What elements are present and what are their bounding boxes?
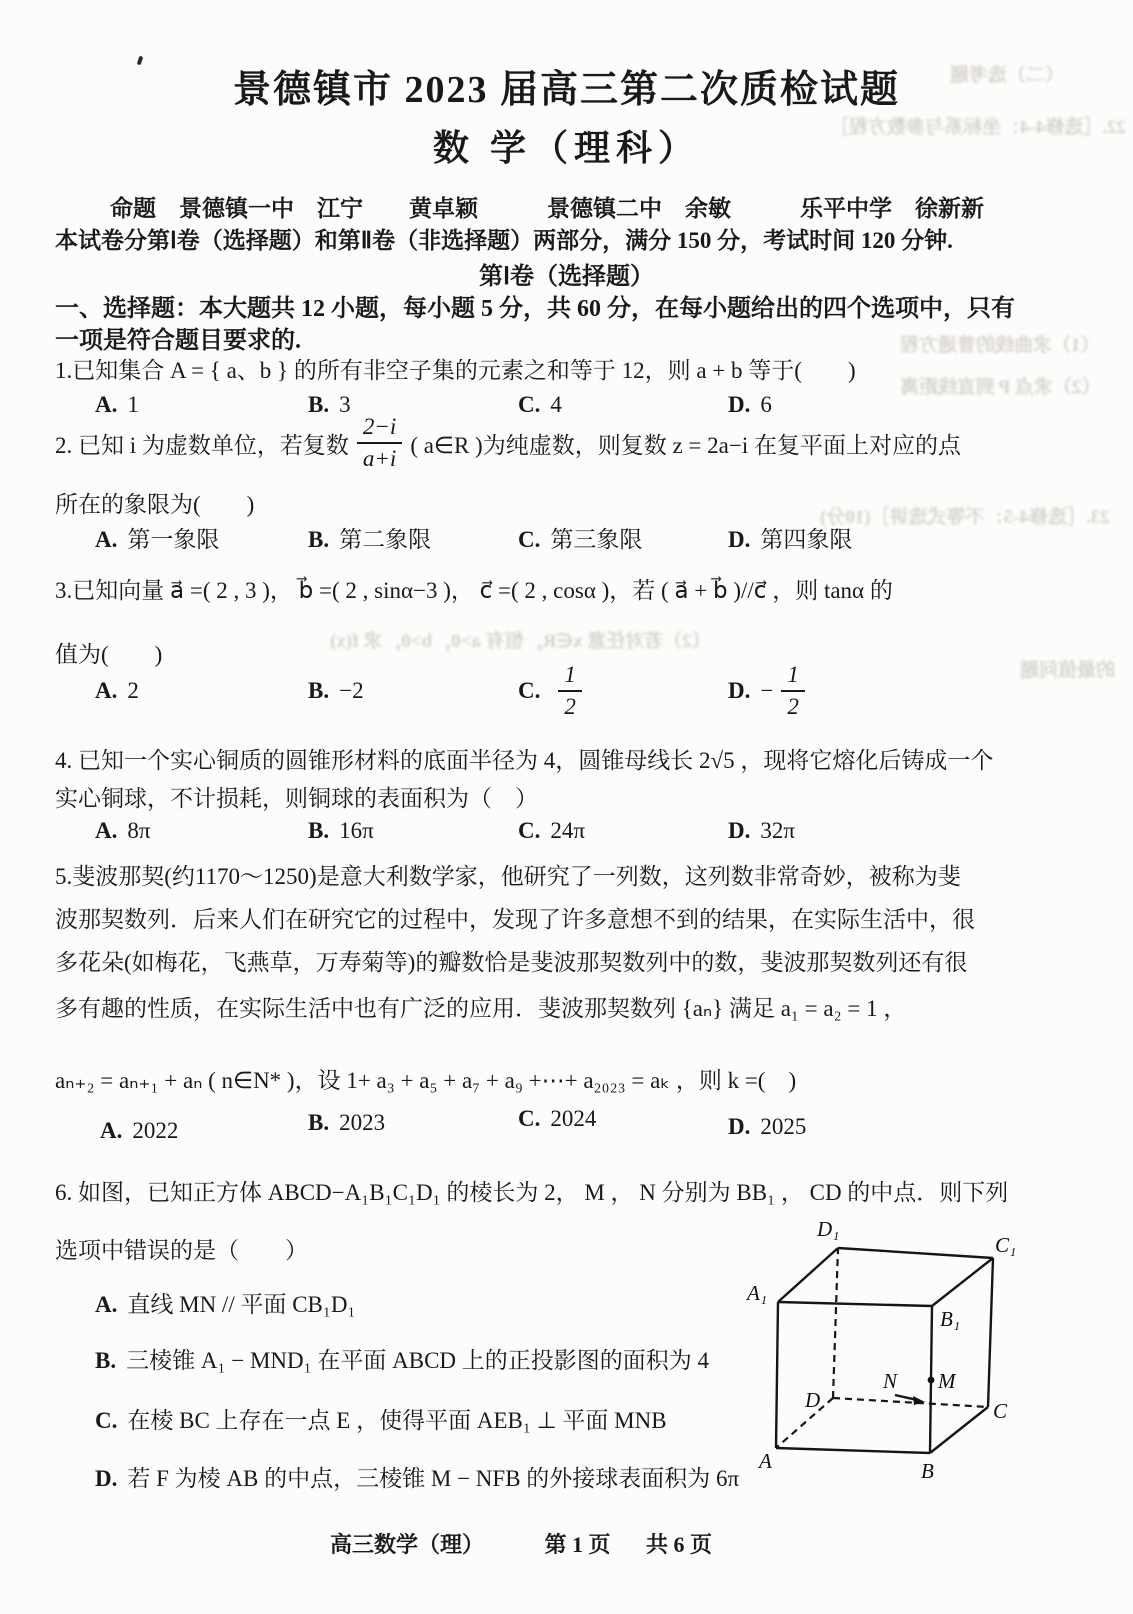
q3-option-d-num: 1 (781, 662, 805, 692)
q5-option-c (518, 1106, 596, 1132)
q2-fraction (357, 414, 402, 473)
question-2-stem-line-2: 所在的象限为( ) (55, 492, 255, 517)
q3-option-a-text: 2 (127, 678, 139, 703)
q6-option-d-label: D. (95, 1466, 118, 1491)
bleed-through-artifact: （2）求点 P 到直线距离 (900, 377, 1101, 398)
q5-option-c-text: 2024 (550, 1106, 597, 1131)
question-3-stem-line-2: 值为( ) (55, 642, 163, 667)
question-6-stem-line-2: 选项中错误的是（ ） (55, 1238, 308, 1263)
vertex-label-b1: B₁ (940, 1307, 961, 1331)
section-title: 第Ⅰ卷（选择题） (478, 264, 655, 290)
q3-option-d-label: D. (728, 678, 751, 704)
q2-option-d-label: D. (728, 527, 751, 552)
q2-option-c-text: 第三象限 (550, 527, 643, 552)
q5-option-b (308, 1110, 385, 1136)
page-subtitle: 数 学（理科） (432, 128, 700, 168)
q4-option-d (728, 818, 795, 844)
q3-option-d-fraction (781, 662, 805, 721)
point-label-m: M (938, 1369, 956, 1393)
vertex-label-b: B (921, 1459, 934, 1483)
q1-option-a-text: 1 (127, 392, 139, 417)
q2-option-c-label: C. (518, 527, 541, 552)
q3-option-d-den: 2 (787, 694, 799, 720)
page-footer (330, 1528, 712, 1559)
q6-option-c-label: C. (95, 1408, 118, 1433)
q5-option-a-label: A. (100, 1118, 123, 1143)
q6-option-c (95, 1402, 667, 1435)
q1-option-b-text: 3 (339, 392, 351, 417)
q1-option-a-label: A. (95, 392, 118, 417)
q4-option-a-text: 8π (127, 818, 151, 843)
question-1-stem: 1.已知集合 A = { a、b } 的所有非空子集的元素之和等于 12，则 a + b 等于( ) (55, 358, 856, 383)
q5-option-b-label: B. (308, 1110, 330, 1135)
q6-option-c-text: 在棱 BC 上存在一点 E ，使得平面 AEB₁ ⊥ 平面 MNB (127, 1408, 667, 1433)
instruction-line-2: 一项是符合题目要求的. (55, 328, 301, 354)
q1-option-b-label: B. (308, 392, 330, 417)
q5-option-b-text: 2023 (339, 1110, 386, 1135)
q4-option-a-label: A. (95, 818, 118, 843)
q3-option-c-label: C. (518, 678, 541, 704)
question-2-stem-line-1 (55, 412, 961, 474)
q4-option-b (308, 818, 374, 844)
q1-option-d-text: 6 (760, 392, 772, 417)
q2-option-b-label: B. (308, 527, 330, 552)
q2-option-a (95, 521, 219, 554)
q1-option-d-label: D. (728, 392, 751, 417)
bleed-through-artifact: 的最值问题 (1020, 660, 1116, 681)
q2-option-b (308, 521, 431, 554)
vertex-label-a1: A₁ (747, 1281, 768, 1305)
question-5-line-1: 5.斐波那契(约1170～1250)是意大利数学家，他研究了一列数，这列数非常奇妙，被称为斐 (55, 864, 961, 889)
q5-option-a-text: 2022 (132, 1118, 179, 1143)
authors-line: 命题 景德镇一中 江宁 黄卓颖 景德镇二中 余敏 乐平中学 徐新新 (110, 196, 984, 221)
bleed-through-artifact: 22.［选修4-4：坐标系与参数方程］ (830, 117, 1127, 138)
q1-option-c-text: 4 (550, 392, 562, 417)
q3-option-c-num: 1 (558, 662, 582, 692)
q1-option-c-label: C. (518, 392, 541, 417)
bleed-through-artifact: （2）若对任意 x∈R，恒有 a>0，b>0，求 f(x) (330, 631, 711, 652)
q3-option-c-den: 2 (564, 694, 576, 720)
q2-option-a-label: A. (95, 527, 118, 552)
q4-option-c-text: 24π (550, 818, 585, 843)
bleed-through-artifact: （1）求曲线的普通方程 (900, 335, 1100, 356)
q4-option-c (518, 818, 585, 844)
cube-diagram (735, 1200, 1035, 1500)
q3-option-a (95, 678, 139, 704)
vertex-label-c1: C₁ (995, 1233, 1017, 1257)
point-m-dot (928, 1377, 935, 1384)
q6-option-d (95, 1460, 739, 1493)
vertex-label-d: D (805, 1388, 821, 1412)
q5-option-d-text: 2025 (760, 1114, 807, 1139)
bleed-through-artifact: 23.［选修4-5：不等式选讲］(10分) (820, 507, 1110, 528)
question-4-stem-line-1: 4. 已知一个实心铜质的圆锥形材料的底面半径为 4，圆锥母线长 2√5 ，现将它熔化后铸成一个 (55, 748, 994, 773)
q3-option-b-label: B. (308, 678, 330, 703)
vertex-label-d1: D₁ (817, 1217, 840, 1241)
footer-page-number: 第 1 页 (544, 1532, 611, 1557)
vertex-label-a: A (759, 1449, 772, 1473)
q4-option-a (95, 818, 151, 844)
q3-option-d (728, 662, 813, 721)
instruction-line-1: 一、选择题：本大题共 12 小题，每小题 5 分，共 60 分，在每小题给出的四个选项中，只有 (55, 296, 1015, 322)
q6-option-a-text: 直线 MN // 平面 CB₁D₁ (127, 1292, 356, 1317)
q4-option-b-label: B. (308, 818, 330, 843)
q4-option-d-text: 32π (760, 818, 795, 843)
q5-option-a (100, 1118, 178, 1144)
q3-option-a-label: A. (95, 678, 118, 703)
q2-fraction-numerator: 2−i (357, 414, 402, 444)
vertex-label-c: C (993, 1399, 1008, 1423)
footer-page-total: 共 6 页 (646, 1532, 713, 1557)
q6-option-b-text: 三棱锥 A₁ − MND₁ 在平面 ABCD 上的正投影图的面积为 4 (126, 1348, 710, 1373)
bleed-through-artifact: （二）选考题 (950, 65, 1065, 86)
q5-option-d (728, 1114, 806, 1140)
q6-cube-figure (735, 1200, 1035, 1505)
question-6-stem-line-1: 6. 如图，已知正方体 ABCD−A₁B₁C₁D₁ 的棱长为 2， M ， N 分别为 BB₁ ， CD 的中点．则下列 (55, 1180, 1009, 1205)
q2-option-b-text: 第二象限 (339, 527, 432, 552)
q2-option-a-text: 第一象限 (127, 527, 220, 552)
q6-option-b-label: B. (95, 1348, 117, 1373)
q2-stem-mid: ( a∈R )为纯虚数，则复数 z = 2a−i 在复平面上对应的点 (410, 432, 961, 458)
question-3-stem-line-1: 3.已知向量 a⃗ =( 2 , 3 )， b⃗ =( 2 , sinα−3 )， c⃗ =( 2 , cosα )，若 ( a⃗ + b⃗ )//c⃗ ，则 tanα 的 (55, 578, 893, 603)
q3-option-b (308, 678, 364, 704)
q5-option-d-label: D. (728, 1114, 751, 1139)
q6-option-a-label: A. (95, 1292, 118, 1317)
q5-option-c-label: C. (518, 1106, 541, 1131)
q2-option-d-text: 第四象限 (760, 527, 853, 552)
q6-option-a (95, 1286, 356, 1319)
question-5-line-3: 多花朵(如梅花，飞燕草，万寿菊等)的瓣数恰是斐波那契数列中的数，斐波那契数列还有很 (55, 950, 968, 975)
q4-option-d-label: D. (728, 818, 751, 843)
question-5-line-4: 多有趣的性质，在实际生活中也有广泛的应用．斐波那契数列 {aₙ} 满足 a₁ = a₂ = 1 ， (55, 996, 907, 1021)
point-label-n: N (883, 1369, 898, 1393)
question-5-line-2: 波那契数列．后来人们在研究它的过程中，发现了许多意想不到的结果，在实际生活中，很 (55, 907, 975, 932)
question-5-line-5: aₙ₊₂ = aₙ₊₁ + aₙ ( n∈N* )，设 1+ a₃ + a₅ + a₇ + a₉ +⋯+ a₂₀₂₃ = aₖ ，则 k =( ) (55, 1068, 797, 1093)
footer-doc-name: 高三数学（理） (330, 1532, 485, 1557)
q4-option-c-label: C. (518, 818, 541, 843)
question-4-stem-line-2: 实心铜球，不计损耗，则铜球的表面积为（ ） (55, 786, 538, 811)
q2-stem-pre: 2. 已知 i 为虚数单位，若复数 (55, 432, 349, 458)
q6-option-b (95, 1342, 709, 1375)
q3-option-c (518, 662, 590, 721)
q4-option-b-text: 16π (339, 818, 374, 843)
page-title: 景德镇市 2023 届高三第二次质检试题 (232, 69, 900, 111)
exam-info-line: 本试卷分第Ⅰ卷（选择题）和第Ⅱ卷（非选择题）两部分，满分 150 分，考试时间 120 分钟. (55, 228, 953, 253)
q6-option-d-text: 若 F 为棱 AB 的中点，三棱锥 M − NFB 的外接球表面积为 6π (127, 1466, 740, 1491)
q3-option-d-sign: − (760, 678, 774, 704)
q3-option-b-text: −2 (339, 678, 364, 703)
q2-option-c (518, 521, 642, 554)
q2-fraction-denominator: a+i (362, 446, 397, 471)
q3-option-c-fraction (558, 662, 582, 721)
